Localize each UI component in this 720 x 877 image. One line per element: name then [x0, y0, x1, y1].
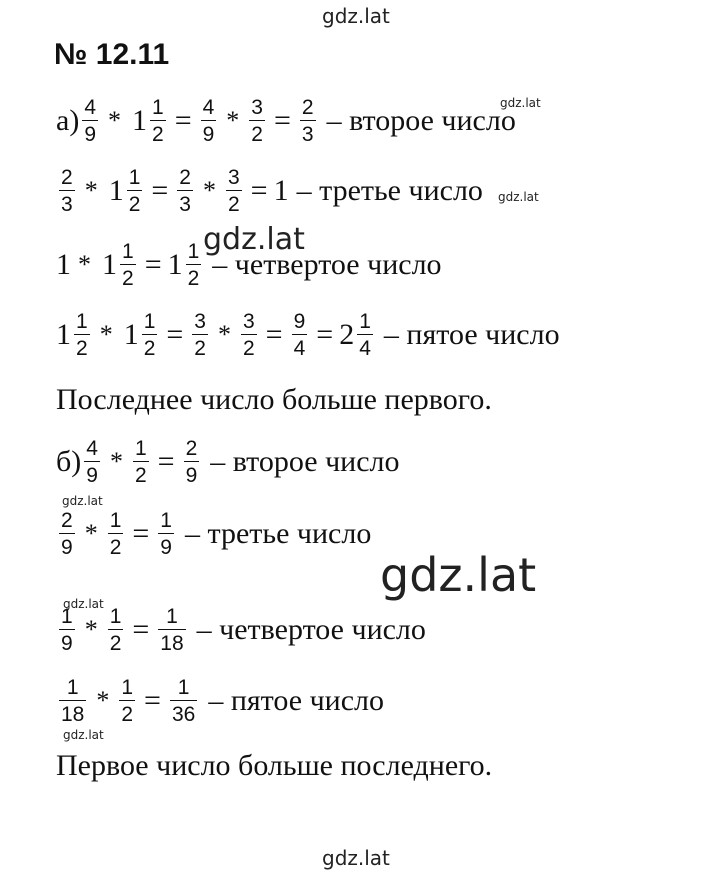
multiply-sign: * [84, 615, 98, 644]
operand: 1 [56, 248, 71, 281]
fraction: $\frac{2}{3}$ [301, 95, 314, 147]
multiply-sign: * [96, 686, 110, 715]
equals-sign: = [157, 445, 175, 478]
exercise-title: № 12.11 [54, 38, 170, 71]
mixed-whole: 1 [56, 318, 71, 351]
fraction: $\frac{1}{9}$ [160, 508, 172, 560]
fraction: $\frac{2}{9}$ [61, 508, 73, 560]
equation-label: – четвертое число [196, 613, 426, 646]
multiply-sign: * [108, 106, 121, 135]
part-marker: б) [56, 445, 82, 478]
watermark-small: gdz.lat [63, 728, 104, 742]
equals-sign: = [144, 248, 162, 281]
fraction: $\frac{1}{2}$ [187, 239, 200, 291]
fraction: $\frac{1}{9}$ [61, 604, 73, 656]
multiply-sign: * [84, 176, 98, 205]
equation-a2 [56, 163, 483, 219]
fraction: $\frac{1}{36}$ [171, 675, 196, 727]
equation-label: – третье число [184, 517, 372, 550]
equals-sign: = [132, 613, 150, 646]
fraction: $\frac{2}{3}$ [179, 165, 191, 217]
fraction: $\frac{1}{2}$ [134, 436, 147, 488]
watermark-small: gdz.lat [498, 190, 539, 204]
fraction: $\frac{1}{18}$ [61, 675, 85, 727]
fraction: $\frac{1}{18}$ [160, 604, 184, 656]
fraction: $\frac{3}{2}$ [227, 165, 240, 217]
fraction: $\frac{1}{2}$ [128, 165, 141, 217]
equals-sign: = [250, 174, 268, 207]
equals-sign: = [144, 684, 161, 717]
equals-sign: = [273, 104, 291, 137]
equation-label: – пятое число [208, 684, 385, 717]
fraction: $\frac{1}{2}$ [121, 675, 134, 727]
fraction: $\frac{3}{2}$ [242, 309, 255, 361]
conclusion-text: Первое число больше последнего. [56, 749, 493, 782]
fraction: $\frac{9}{4}$ [293, 309, 306, 361]
equation-label: – второе число [210, 445, 400, 478]
equation-a4 [56, 307, 560, 363]
equation-label: – третье число [296, 174, 483, 207]
fraction: $\frac{4}{9}$ [202, 95, 215, 147]
equation-a3 [56, 237, 442, 293]
mixed-whole: 1 [123, 318, 139, 351]
equals-sign: = [316, 318, 334, 351]
fraction: $\frac{1}{2}$ [109, 604, 122, 656]
mixed-whole: 1 [102, 248, 117, 281]
watermark-top: gdz.lat [322, 4, 390, 28]
fraction: $\frac{4}{9}$ [86, 436, 98, 488]
fraction: $\frac{4}{9}$ [84, 95, 96, 147]
multiply-sign: * [202, 176, 216, 205]
equation-b4 [56, 673, 384, 729]
watermark-small: gdz.lat [500, 96, 541, 110]
fraction: $\frac{1}{2}$ [76, 309, 88, 361]
mixed-whole: 2 [339, 318, 355, 351]
fraction: $\frac{2}{9}$ [185, 436, 198, 488]
watermark-large: gdz.lat [380, 548, 537, 602]
multiply-sign: * [99, 320, 113, 349]
conclusion-b [56, 746, 492, 786]
fraction: $\frac{1}{2}$ [143, 309, 156, 361]
watermark-medium: gdz.lat [203, 222, 305, 257]
watermark-small: gdz.lat [62, 494, 103, 508]
multiply-sign: * [226, 106, 240, 135]
multiply-sign: * [217, 320, 231, 349]
fraction: $\frac{1}{2}$ [152, 95, 164, 147]
fraction: $\frac{2}{3}$ [61, 165, 73, 217]
fraction: $\frac{3}{2}$ [251, 95, 263, 147]
equation-b1 [56, 434, 400, 490]
equation-label: – второе число [326, 104, 516, 137]
fraction: $\frac{1}{2}$ [109, 508, 122, 560]
equation-b2 [56, 506, 371, 562]
mixed-whole: 1 [167, 248, 183, 281]
conclusion-a [56, 380, 492, 420]
watermark-small: gdz.lat [63, 597, 104, 611]
fraction: $\frac{1}{4}$ [359, 309, 371, 361]
fraction: $\frac{1}{2}$ [122, 239, 134, 291]
part-marker: а) [56, 104, 80, 137]
equals-sign: = [265, 318, 283, 351]
conclusion-text: Последнее число больше первого. [56, 383, 492, 416]
multiply-sign: * [78, 250, 91, 279]
equals-sign: = [151, 174, 169, 207]
multiply-sign: * [109, 447, 123, 476]
equals-sign: = [166, 318, 184, 351]
watermark-bottom: gdz.lat [322, 846, 390, 870]
multiply-sign: * [84, 519, 98, 548]
equals-sign: = [174, 104, 192, 137]
mixed-whole: 1 [108, 174, 124, 207]
mixed-whole: 1 [132, 104, 147, 137]
equation-b3 [56, 602, 426, 658]
equation-a1 [56, 93, 516, 149]
result-value: 1 [273, 174, 289, 207]
equation-label: – четвертое число [212, 248, 442, 281]
fraction: $\frac{3}{2}$ [194, 309, 206, 361]
equals-sign: = [132, 517, 150, 550]
equation-label: – пятое число [383, 318, 560, 351]
